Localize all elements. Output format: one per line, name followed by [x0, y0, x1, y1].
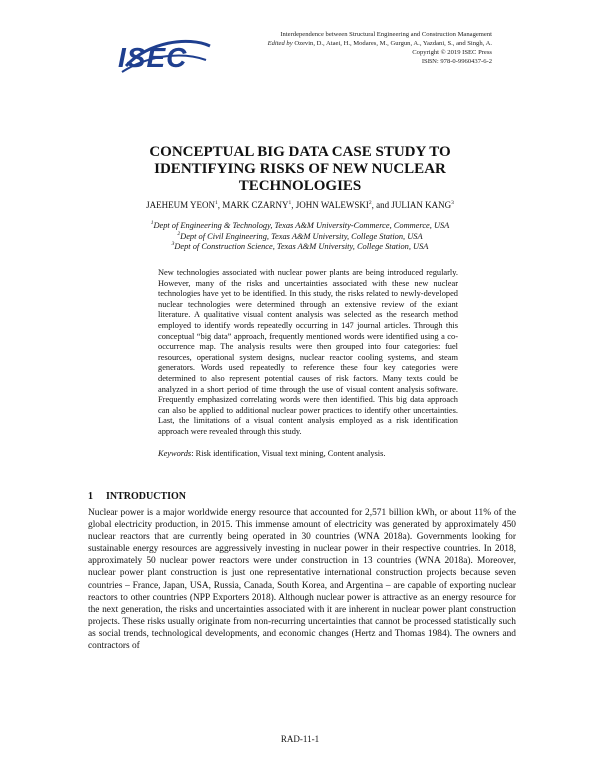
title-line-1: CONCEPTUAL BIG DATA CASE STUDY TO	[149, 144, 451, 160]
conference-header	[268, 30, 492, 66]
author-1-affil: 1	[215, 200, 218, 206]
keywords	[158, 449, 458, 460]
section-title: INTRODUCTION	[106, 491, 187, 502]
author-2-affil: 1	[288, 200, 292, 206]
section-heading	[88, 491, 186, 502]
title-line-3: TECHNOLOGIES	[238, 178, 362, 194]
isec-logo	[118, 36, 214, 78]
header-isbn: ISBN: 978-0-9960437-6-2	[421, 58, 492, 65]
author-4-affil: 3	[451, 200, 454, 206]
keywords-text: : Risk identification, Visual text mining, Content analysis.	[191, 449, 386, 458]
introduction-body: Nuclear power is a major worldwide energy resource that accounted for 2,571 billion kWh, or about 11% of the global electricity production, in 2015. This immense amount of electricity was generated by approximately 450 nuclear reactors that are currently being operated in 30 countries (WNA 2018a). Governments looking for sustainable energy resources are aggressively investing in nuclear power in their respective countries. In 2018, approximately 50 nuclear power reactors were under construction in 13 countries (WNA 2018a). Moreover, nuclear power plant construction is just one representative international construction projects because seven countries – France, Japan, USA, Russia, Canada, South Korea, and Argentina – are capable of exporting nuclear reactors to other countries (NPP Exporters 2018). Although nuclear power is attractive as an energy resource for the next generation, the risks and uncertainties associated with it are inherent in nuclear power plant construction projects. These risks usually originate from non-recurring uncertainties that cannot be processed statistically such as social trends, technological developments, and economic changes (Hertz and Thomas 1984). The owners and contractors of	[88, 508, 516, 652]
affiliation-3-marker: 3	[171, 241, 175, 248]
affiliation-1-text: Dept of Engineering & Technology, Texas A&M University-Commerce, Commerce, USA	[153, 221, 450, 230]
title-line-2: IDENTIFYING RISKS OF NEW NUCLEAR	[154, 161, 446, 177]
author-3: , JOHN WALEWSKI	[291, 200, 369, 210]
header-copyright: Copyright © 2019 ISEC Press	[412, 49, 492, 56]
header-editor-names: Ozevin, D., Ataei, H., Modares, M., Gurgun, A., Yazdani, S., and Singh, A.	[294, 40, 492, 47]
author-4: , and JULIAN KANG	[371, 200, 452, 210]
abstract: New technologies associated with nuclear power plants are being introduced regularly. However, many of the risks and uncertainties associated with these new nuclear technologies have yet to be identified. In this study, the risks related to newly-developed nuclear technologies were determined through an extensive review of the exiant literature. A qualitative visual content analysis was selected as the research method employed to identify words repeatedly occurring in 147 journal articles. Through this conceptual “big data” approach, frequently mentioned words were identified using a co-occurrence map. The analysis results were then grouped into four categories: fuel resources, operational system designs, nuclear reactor cooling systems, and steam generators. Words used repeatedly to reference these four key categories were determined to also represent potential causes of risk factors. Many texts could be analyzed in a short period of time through the use of visual content analysis software. Frequently emphasized correlating words were then identified. This big data approach can also be applied to additional nuclear power practices to identify other uncertainties. Last, the limitations of a visual content analysis employed as a risk identification approach were revealed through this study.	[158, 268, 458, 436]
header-editors	[268, 39, 492, 48]
header-edited-by: Edited by	[267, 40, 293, 47]
affiliation-1	[60, 221, 540, 232]
page-footer: RAD-11-1	[280, 734, 320, 744]
affiliation-1-marker: 1	[150, 220, 154, 227]
affiliations	[60, 221, 540, 253]
affiliation-3-text: Dept of Construction Science, Texas A&M University, College Station, USA	[174, 242, 429, 251]
affiliation-2-marker: 2	[177, 230, 181, 237]
logo-text: ISEC	[118, 42, 188, 73]
affiliation-2	[60, 232, 540, 243]
section-number: 1	[88, 491, 93, 502]
author-list	[60, 200, 540, 211]
header-proceedings-title: Interdependence between Structural Engineering and Construction Management	[280, 31, 492, 38]
paper-title	[60, 144, 540, 195]
author-3-affil: 2	[368, 200, 372, 206]
author-1: JAEHEUM YEON	[146, 200, 216, 210]
author-2: , MARK CZARNY	[217, 200, 289, 210]
keywords-label: Keywords	[158, 449, 192, 458]
affiliation-2-text: Dept of Civil Engineering, Texas A&M University, College Station, USA	[180, 231, 423, 241]
affiliation-3	[60, 242, 540, 253]
